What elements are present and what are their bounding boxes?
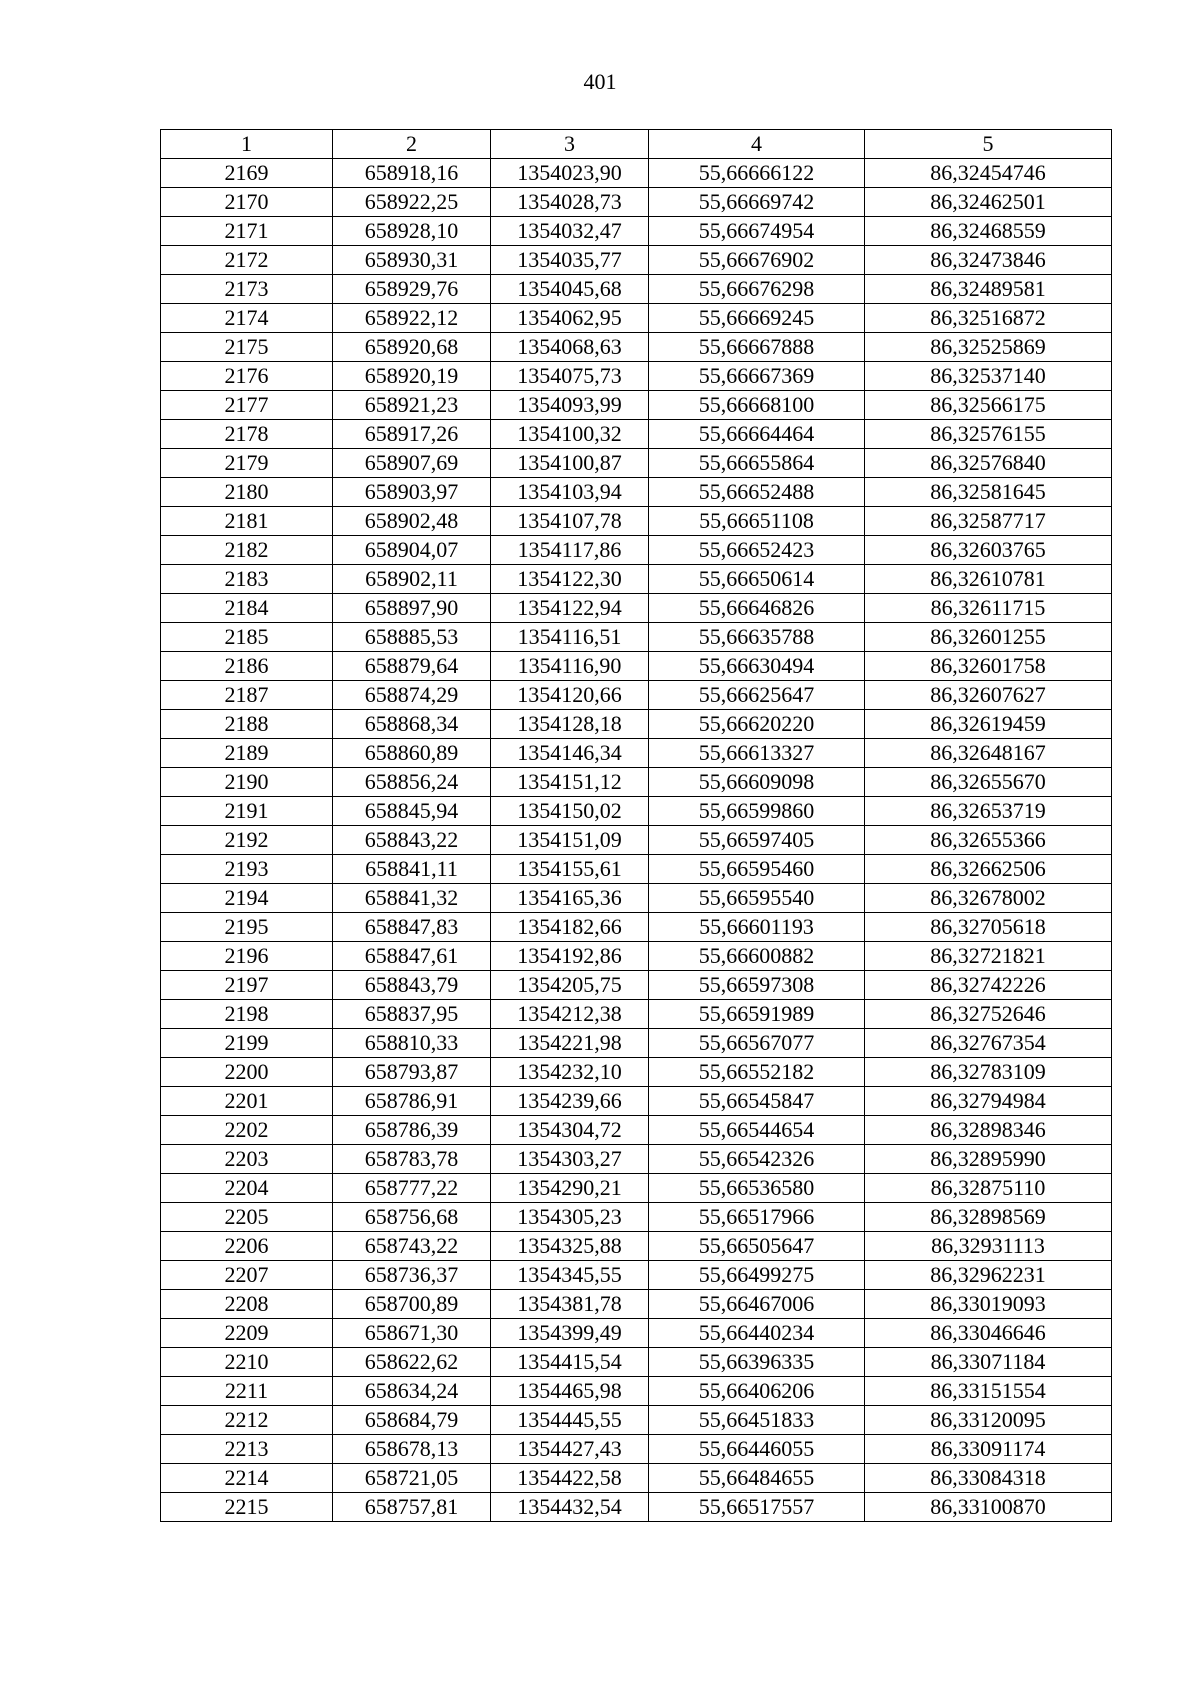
latitude-cell: 55,66655864 xyxy=(649,449,865,478)
point-number-cell: 2204 xyxy=(161,1174,333,1203)
longitude-cell: 86,32655366 xyxy=(865,826,1112,855)
latitude-cell: 55,66595460 xyxy=(649,855,865,884)
point-number-cell: 2205 xyxy=(161,1203,333,1232)
point-number-cell: 2211 xyxy=(161,1377,333,1406)
point-number-cell: 2172 xyxy=(161,246,333,275)
y-coordinate-cell: 1354062,95 xyxy=(491,304,649,333)
table-row xyxy=(161,1232,1112,1261)
longitude-cell: 86,32931113 xyxy=(865,1232,1112,1261)
longitude-cell: 86,32875110 xyxy=(865,1174,1112,1203)
x-coordinate-cell: 658920,19 xyxy=(333,362,491,391)
latitude-cell: 55,66652488 xyxy=(649,478,865,507)
table-row xyxy=(161,1000,1112,1029)
latitude-cell: 55,66600882 xyxy=(649,942,865,971)
table-row xyxy=(161,1319,1112,1348)
y-coordinate-cell: 1354107,78 xyxy=(491,507,649,536)
y-coordinate-cell: 1354116,51 xyxy=(491,623,649,652)
point-number-cell: 2170 xyxy=(161,188,333,217)
point-number-cell: 2194 xyxy=(161,884,333,913)
latitude-cell: 55,66651108 xyxy=(649,507,865,536)
latitude-cell: 55,66467006 xyxy=(649,1290,865,1319)
y-coordinate-cell: 1354128,18 xyxy=(491,710,649,739)
x-coordinate-cell: 658634,24 xyxy=(333,1377,491,1406)
point-number-cell: 2215 xyxy=(161,1493,333,1522)
y-coordinate-cell: 1354239,66 xyxy=(491,1087,649,1116)
point-number-cell: 2201 xyxy=(161,1087,333,1116)
longitude-cell: 86,33019093 xyxy=(865,1290,1112,1319)
longitude-cell: 86,32454746 xyxy=(865,159,1112,188)
point-number-cell: 2206 xyxy=(161,1232,333,1261)
longitude-cell: 86,32462501 xyxy=(865,188,1112,217)
point-number-cell: 2178 xyxy=(161,420,333,449)
longitude-cell: 86,33091174 xyxy=(865,1435,1112,1464)
latitude-cell: 55,66667369 xyxy=(649,362,865,391)
point-number-cell: 2203 xyxy=(161,1145,333,1174)
header-cell-4: 4 xyxy=(649,130,865,159)
y-coordinate-cell: 1354100,87 xyxy=(491,449,649,478)
longitude-cell: 86,32468559 xyxy=(865,217,1112,246)
x-coordinate-cell: 658783,78 xyxy=(333,1145,491,1174)
x-coordinate-cell: 658879,64 xyxy=(333,652,491,681)
latitude-cell: 55,66667888 xyxy=(649,333,865,362)
x-coordinate-cell: 658721,05 xyxy=(333,1464,491,1493)
table-row xyxy=(161,1435,1112,1464)
x-coordinate-cell: 658841,32 xyxy=(333,884,491,913)
table-row xyxy=(161,362,1112,391)
page-number: 401 xyxy=(583,69,617,94)
longitude-cell: 86,32895990 xyxy=(865,1145,1112,1174)
x-coordinate-cell: 658885,53 xyxy=(333,623,491,652)
y-coordinate-cell: 1354221,98 xyxy=(491,1029,649,1058)
table-row xyxy=(161,826,1112,855)
point-number-cell: 2171 xyxy=(161,217,333,246)
latitude-cell: 55,66599860 xyxy=(649,797,865,826)
point-number-cell: 2181 xyxy=(161,507,333,536)
table-row xyxy=(161,507,1112,536)
y-coordinate-cell: 1354146,34 xyxy=(491,739,649,768)
latitude-cell: 55,66517557 xyxy=(649,1493,865,1522)
table-row xyxy=(161,188,1112,217)
point-number-cell: 2186 xyxy=(161,652,333,681)
x-coordinate-cell: 658903,97 xyxy=(333,478,491,507)
x-coordinate-cell: 658847,61 xyxy=(333,942,491,971)
table-row xyxy=(161,855,1112,884)
latitude-cell: 55,66630494 xyxy=(649,652,865,681)
longitude-cell: 86,32601758 xyxy=(865,652,1112,681)
point-number-cell: 2191 xyxy=(161,797,333,826)
x-coordinate-cell: 658922,12 xyxy=(333,304,491,333)
table-row xyxy=(161,420,1112,449)
x-coordinate-cell: 658917,26 xyxy=(333,420,491,449)
x-coordinate-cell: 658684,79 xyxy=(333,1406,491,1435)
point-number-cell: 2200 xyxy=(161,1058,333,1087)
header-row xyxy=(161,130,1112,159)
longitude-cell: 86,32898346 xyxy=(865,1116,1112,1145)
longitude-cell: 86,32576155 xyxy=(865,420,1112,449)
table-row xyxy=(161,681,1112,710)
x-coordinate-cell: 658671,30 xyxy=(333,1319,491,1348)
latitude-cell: 55,66595540 xyxy=(649,884,865,913)
latitude-cell: 55,66674954 xyxy=(649,217,865,246)
point-number-cell: 2187 xyxy=(161,681,333,710)
table-row xyxy=(161,1145,1112,1174)
table-row xyxy=(161,1493,1112,1522)
longitude-cell: 86,32662506 xyxy=(865,855,1112,884)
longitude-cell: 86,32566175 xyxy=(865,391,1112,420)
table-row xyxy=(161,391,1112,420)
point-number-cell: 2175 xyxy=(161,333,333,362)
x-coordinate-cell: 658756,68 xyxy=(333,1203,491,1232)
point-number-cell: 2207 xyxy=(161,1261,333,1290)
latitude-cell: 55,66396335 xyxy=(649,1348,865,1377)
table-row xyxy=(161,942,1112,971)
table-row xyxy=(161,536,1112,565)
longitude-cell: 86,32473846 xyxy=(865,246,1112,275)
longitude-cell: 86,32794984 xyxy=(865,1087,1112,1116)
x-coordinate-cell: 658786,39 xyxy=(333,1116,491,1145)
y-coordinate-cell: 1354422,58 xyxy=(491,1464,649,1493)
x-coordinate-cell: 658930,31 xyxy=(333,246,491,275)
longitude-cell: 86,32576840 xyxy=(865,449,1112,478)
y-coordinate-cell: 1354150,02 xyxy=(491,797,649,826)
point-number-cell: 2192 xyxy=(161,826,333,855)
point-number-cell: 2202 xyxy=(161,1116,333,1145)
x-coordinate-cell: 658918,16 xyxy=(333,159,491,188)
x-coordinate-cell: 658902,11 xyxy=(333,565,491,594)
longitude-cell: 86,32611715 xyxy=(865,594,1112,623)
x-coordinate-cell: 658920,68 xyxy=(333,333,491,362)
y-coordinate-cell: 1354192,86 xyxy=(491,942,649,971)
longitude-cell: 86,32721821 xyxy=(865,942,1112,971)
latitude-cell: 55,66609098 xyxy=(649,768,865,797)
latitude-cell: 55,66613327 xyxy=(649,739,865,768)
y-coordinate-cell: 1354182,66 xyxy=(491,913,649,942)
x-coordinate-cell: 658902,48 xyxy=(333,507,491,536)
table-row xyxy=(161,1087,1112,1116)
y-coordinate-cell: 1354212,38 xyxy=(491,1000,649,1029)
latitude-cell: 55,66668100 xyxy=(649,391,865,420)
latitude-cell: 55,66536580 xyxy=(649,1174,865,1203)
longitude-cell: 86,32610781 xyxy=(865,565,1112,594)
longitude-cell: 86,32489581 xyxy=(865,275,1112,304)
longitude-cell: 86,32783109 xyxy=(865,1058,1112,1087)
y-coordinate-cell: 1354155,61 xyxy=(491,855,649,884)
y-coordinate-cell: 1354381,78 xyxy=(491,1290,649,1319)
point-number-cell: 2177 xyxy=(161,391,333,420)
point-number-cell: 2173 xyxy=(161,275,333,304)
x-coordinate-cell: 658622,62 xyxy=(333,1348,491,1377)
x-coordinate-cell: 658897,90 xyxy=(333,594,491,623)
longitude-cell: 86,33151554 xyxy=(865,1377,1112,1406)
longitude-cell: 86,32516872 xyxy=(865,304,1112,333)
latitude-cell: 55,66676902 xyxy=(649,246,865,275)
longitude-cell: 86,32525869 xyxy=(865,333,1112,362)
y-coordinate-cell: 1354103,94 xyxy=(491,478,649,507)
latitude-cell: 55,66676298 xyxy=(649,275,865,304)
y-coordinate-cell: 1354122,94 xyxy=(491,594,649,623)
point-number-cell: 2196 xyxy=(161,942,333,971)
point-number-cell: 2174 xyxy=(161,304,333,333)
y-coordinate-cell: 1354116,90 xyxy=(491,652,649,681)
latitude-cell: 55,66484655 xyxy=(649,1464,865,1493)
latitude-cell: 55,66567077 xyxy=(649,1029,865,1058)
x-coordinate-cell: 658678,13 xyxy=(333,1435,491,1464)
point-number-cell: 2169 xyxy=(161,159,333,188)
y-coordinate-cell: 1354032,47 xyxy=(491,217,649,246)
table-row xyxy=(161,1348,1112,1377)
y-coordinate-cell: 1354100,32 xyxy=(491,420,649,449)
latitude-cell: 55,66499275 xyxy=(649,1261,865,1290)
table-row xyxy=(161,1464,1112,1493)
point-number-cell: 2189 xyxy=(161,739,333,768)
longitude-cell: 86,32742226 xyxy=(865,971,1112,1000)
point-number-cell: 2197 xyxy=(161,971,333,1000)
longitude-cell: 86,32537140 xyxy=(865,362,1112,391)
point-number-cell: 2185 xyxy=(161,623,333,652)
table-row xyxy=(161,159,1112,188)
table-row xyxy=(161,1029,1112,1058)
y-coordinate-cell: 1354415,54 xyxy=(491,1348,649,1377)
header-cell-5: 5 xyxy=(865,130,1112,159)
table-row xyxy=(161,652,1112,681)
x-coordinate-cell: 658700,89 xyxy=(333,1290,491,1319)
table-row xyxy=(161,971,1112,1000)
x-coordinate-cell: 658841,11 xyxy=(333,855,491,884)
table-row xyxy=(161,1203,1112,1232)
point-number-cell: 2198 xyxy=(161,1000,333,1029)
latitude-cell: 55,66650614 xyxy=(649,565,865,594)
table-row xyxy=(161,768,1112,797)
longitude-cell: 86,33071184 xyxy=(865,1348,1112,1377)
longitude-cell: 86,33100870 xyxy=(865,1493,1112,1522)
y-coordinate-cell: 1354290,21 xyxy=(491,1174,649,1203)
point-number-cell: 2184 xyxy=(161,594,333,623)
table-row xyxy=(161,710,1112,739)
point-number-cell: 2190 xyxy=(161,768,333,797)
latitude-cell: 55,66517966 xyxy=(649,1203,865,1232)
point-number-cell: 2176 xyxy=(161,362,333,391)
longitude-cell: 86,32962231 xyxy=(865,1261,1112,1290)
table-row xyxy=(161,1058,1112,1087)
x-coordinate-cell: 658874,29 xyxy=(333,681,491,710)
point-number-cell: 2208 xyxy=(161,1290,333,1319)
y-coordinate-cell: 1354122,30 xyxy=(491,565,649,594)
y-coordinate-cell: 1354303,27 xyxy=(491,1145,649,1174)
table-row xyxy=(161,1377,1112,1406)
y-coordinate-cell: 1354232,10 xyxy=(491,1058,649,1087)
longitude-cell: 86,32587717 xyxy=(865,507,1112,536)
point-number-cell: 2214 xyxy=(161,1464,333,1493)
latitude-cell: 55,66666122 xyxy=(649,159,865,188)
y-coordinate-cell: 1354325,88 xyxy=(491,1232,649,1261)
y-coordinate-cell: 1354445,55 xyxy=(491,1406,649,1435)
coordinates-table xyxy=(160,129,1112,1522)
latitude-cell: 55,66652423 xyxy=(649,536,865,565)
x-coordinate-cell: 658904,07 xyxy=(333,536,491,565)
longitude-cell: 86,33120095 xyxy=(865,1406,1112,1435)
y-coordinate-cell: 1354305,23 xyxy=(491,1203,649,1232)
latitude-cell: 55,66601193 xyxy=(649,913,865,942)
point-number-cell: 2193 xyxy=(161,855,333,884)
y-coordinate-cell: 1354093,99 xyxy=(491,391,649,420)
table-row xyxy=(161,594,1112,623)
point-number-cell: 2180 xyxy=(161,478,333,507)
y-coordinate-cell: 1354432,54 xyxy=(491,1493,649,1522)
latitude-cell: 55,66446055 xyxy=(649,1435,865,1464)
x-coordinate-cell: 658736,37 xyxy=(333,1261,491,1290)
table-row xyxy=(161,1406,1112,1435)
latitude-cell: 55,66669742 xyxy=(649,188,865,217)
y-coordinate-cell: 1354345,55 xyxy=(491,1261,649,1290)
x-coordinate-cell: 658843,22 xyxy=(333,826,491,855)
x-coordinate-cell: 658929,76 xyxy=(333,275,491,304)
y-coordinate-cell: 1354399,49 xyxy=(491,1319,649,1348)
x-coordinate-cell: 658757,81 xyxy=(333,1493,491,1522)
x-coordinate-cell: 658786,91 xyxy=(333,1087,491,1116)
table-row xyxy=(161,478,1112,507)
x-coordinate-cell: 658921,23 xyxy=(333,391,491,420)
y-coordinate-cell: 1354465,98 xyxy=(491,1377,649,1406)
table-row xyxy=(161,246,1112,275)
header-cell-1: 1 xyxy=(161,130,333,159)
table-row xyxy=(161,1174,1112,1203)
point-number-cell: 2212 xyxy=(161,1406,333,1435)
longitude-cell: 86,32653719 xyxy=(865,797,1112,826)
latitude-cell: 55,66646826 xyxy=(649,594,865,623)
latitude-cell: 55,66545847 xyxy=(649,1087,865,1116)
y-coordinate-cell: 1354205,75 xyxy=(491,971,649,1000)
longitude-cell: 86,32581645 xyxy=(865,478,1112,507)
x-coordinate-cell: 658837,95 xyxy=(333,1000,491,1029)
longitude-cell: 86,32678002 xyxy=(865,884,1112,913)
latitude-cell: 55,66451833 xyxy=(649,1406,865,1435)
y-coordinate-cell: 1354151,09 xyxy=(491,826,649,855)
latitude-cell: 55,66542326 xyxy=(649,1145,865,1174)
table-body xyxy=(161,159,1112,1522)
x-coordinate-cell: 658777,22 xyxy=(333,1174,491,1203)
table-row xyxy=(161,275,1112,304)
y-coordinate-cell: 1354045,68 xyxy=(491,275,649,304)
table-row xyxy=(161,565,1112,594)
y-coordinate-cell: 1354075,73 xyxy=(491,362,649,391)
x-coordinate-cell: 658743,22 xyxy=(333,1232,491,1261)
table-row xyxy=(161,1116,1112,1145)
x-coordinate-cell: 658907,69 xyxy=(333,449,491,478)
table-row xyxy=(161,1290,1112,1319)
table-row xyxy=(161,884,1112,913)
point-number-cell: 2209 xyxy=(161,1319,333,1348)
latitude-cell: 55,66620220 xyxy=(649,710,865,739)
header-cell-3: 3 xyxy=(491,130,649,159)
header-cell-2: 2 xyxy=(333,130,491,159)
point-number-cell: 2213 xyxy=(161,1435,333,1464)
latitude-cell: 55,66591989 xyxy=(649,1000,865,1029)
longitude-cell: 86,33084318 xyxy=(865,1464,1112,1493)
point-number-cell: 2195 xyxy=(161,913,333,942)
y-coordinate-cell: 1354427,43 xyxy=(491,1435,649,1464)
longitude-cell: 86,32898569 xyxy=(865,1203,1112,1232)
latitude-cell: 55,66440234 xyxy=(649,1319,865,1348)
y-coordinate-cell: 1354120,66 xyxy=(491,681,649,710)
longitude-cell: 86,32607627 xyxy=(865,681,1112,710)
point-number-cell: 2179 xyxy=(161,449,333,478)
y-coordinate-cell: 1354028,73 xyxy=(491,188,649,217)
x-coordinate-cell: 658860,89 xyxy=(333,739,491,768)
latitude-cell: 55,66625647 xyxy=(649,681,865,710)
latitude-cell: 55,66406206 xyxy=(649,1377,865,1406)
longitude-cell: 86,33046646 xyxy=(865,1319,1112,1348)
latitude-cell: 55,66597308 xyxy=(649,971,865,1000)
table-row xyxy=(161,913,1112,942)
table-row xyxy=(161,623,1112,652)
table-row xyxy=(161,217,1112,246)
longitude-cell: 86,32655670 xyxy=(865,768,1112,797)
latitude-cell: 55,66505647 xyxy=(649,1232,865,1261)
latitude-cell: 55,66597405 xyxy=(649,826,865,855)
latitude-cell: 55,66635788 xyxy=(649,623,865,652)
point-number-cell: 2183 xyxy=(161,565,333,594)
x-coordinate-cell: 658868,34 xyxy=(333,710,491,739)
latitude-cell: 55,66544654 xyxy=(649,1116,865,1145)
x-coordinate-cell: 658810,33 xyxy=(333,1029,491,1058)
latitude-cell: 55,66669245 xyxy=(649,304,865,333)
x-coordinate-cell: 658922,25 xyxy=(333,188,491,217)
point-number-cell: 2188 xyxy=(161,710,333,739)
y-coordinate-cell: 1354117,86 xyxy=(491,536,649,565)
x-coordinate-cell: 658843,79 xyxy=(333,971,491,1000)
x-coordinate-cell: 658856,24 xyxy=(333,768,491,797)
latitude-cell: 55,66552182 xyxy=(649,1058,865,1087)
longitude-cell: 86,32752646 xyxy=(865,1000,1112,1029)
x-coordinate-cell: 658845,94 xyxy=(333,797,491,826)
longitude-cell: 86,32603765 xyxy=(865,536,1112,565)
y-coordinate-cell: 1354035,77 xyxy=(491,246,649,275)
y-coordinate-cell: 1354068,63 xyxy=(491,333,649,362)
latitude-cell: 55,66664464 xyxy=(649,420,865,449)
table-row xyxy=(161,333,1112,362)
longitude-cell: 86,32601255 xyxy=(865,623,1112,652)
point-number-cell: 2199 xyxy=(161,1029,333,1058)
y-coordinate-cell: 1354151,12 xyxy=(491,768,649,797)
table-row xyxy=(161,797,1112,826)
y-coordinate-cell: 1354304,72 xyxy=(491,1116,649,1145)
table-header xyxy=(161,130,1112,159)
x-coordinate-cell: 658928,10 xyxy=(333,217,491,246)
table-row xyxy=(161,1261,1112,1290)
longitude-cell: 86,32705618 xyxy=(865,913,1112,942)
longitude-cell: 86,32619459 xyxy=(865,710,1112,739)
point-number-cell: 2210 xyxy=(161,1348,333,1377)
y-coordinate-cell: 1354023,90 xyxy=(491,159,649,188)
table-row xyxy=(161,739,1112,768)
y-coordinate-cell: 1354165,36 xyxy=(491,884,649,913)
x-coordinate-cell: 658793,87 xyxy=(333,1058,491,1087)
x-coordinate-cell: 658847,83 xyxy=(333,913,491,942)
longitude-cell: 86,32648167 xyxy=(865,739,1112,768)
table-row xyxy=(161,449,1112,478)
table-row xyxy=(161,304,1112,333)
longitude-cell: 86,32767354 xyxy=(865,1029,1112,1058)
point-number-cell: 2182 xyxy=(161,536,333,565)
